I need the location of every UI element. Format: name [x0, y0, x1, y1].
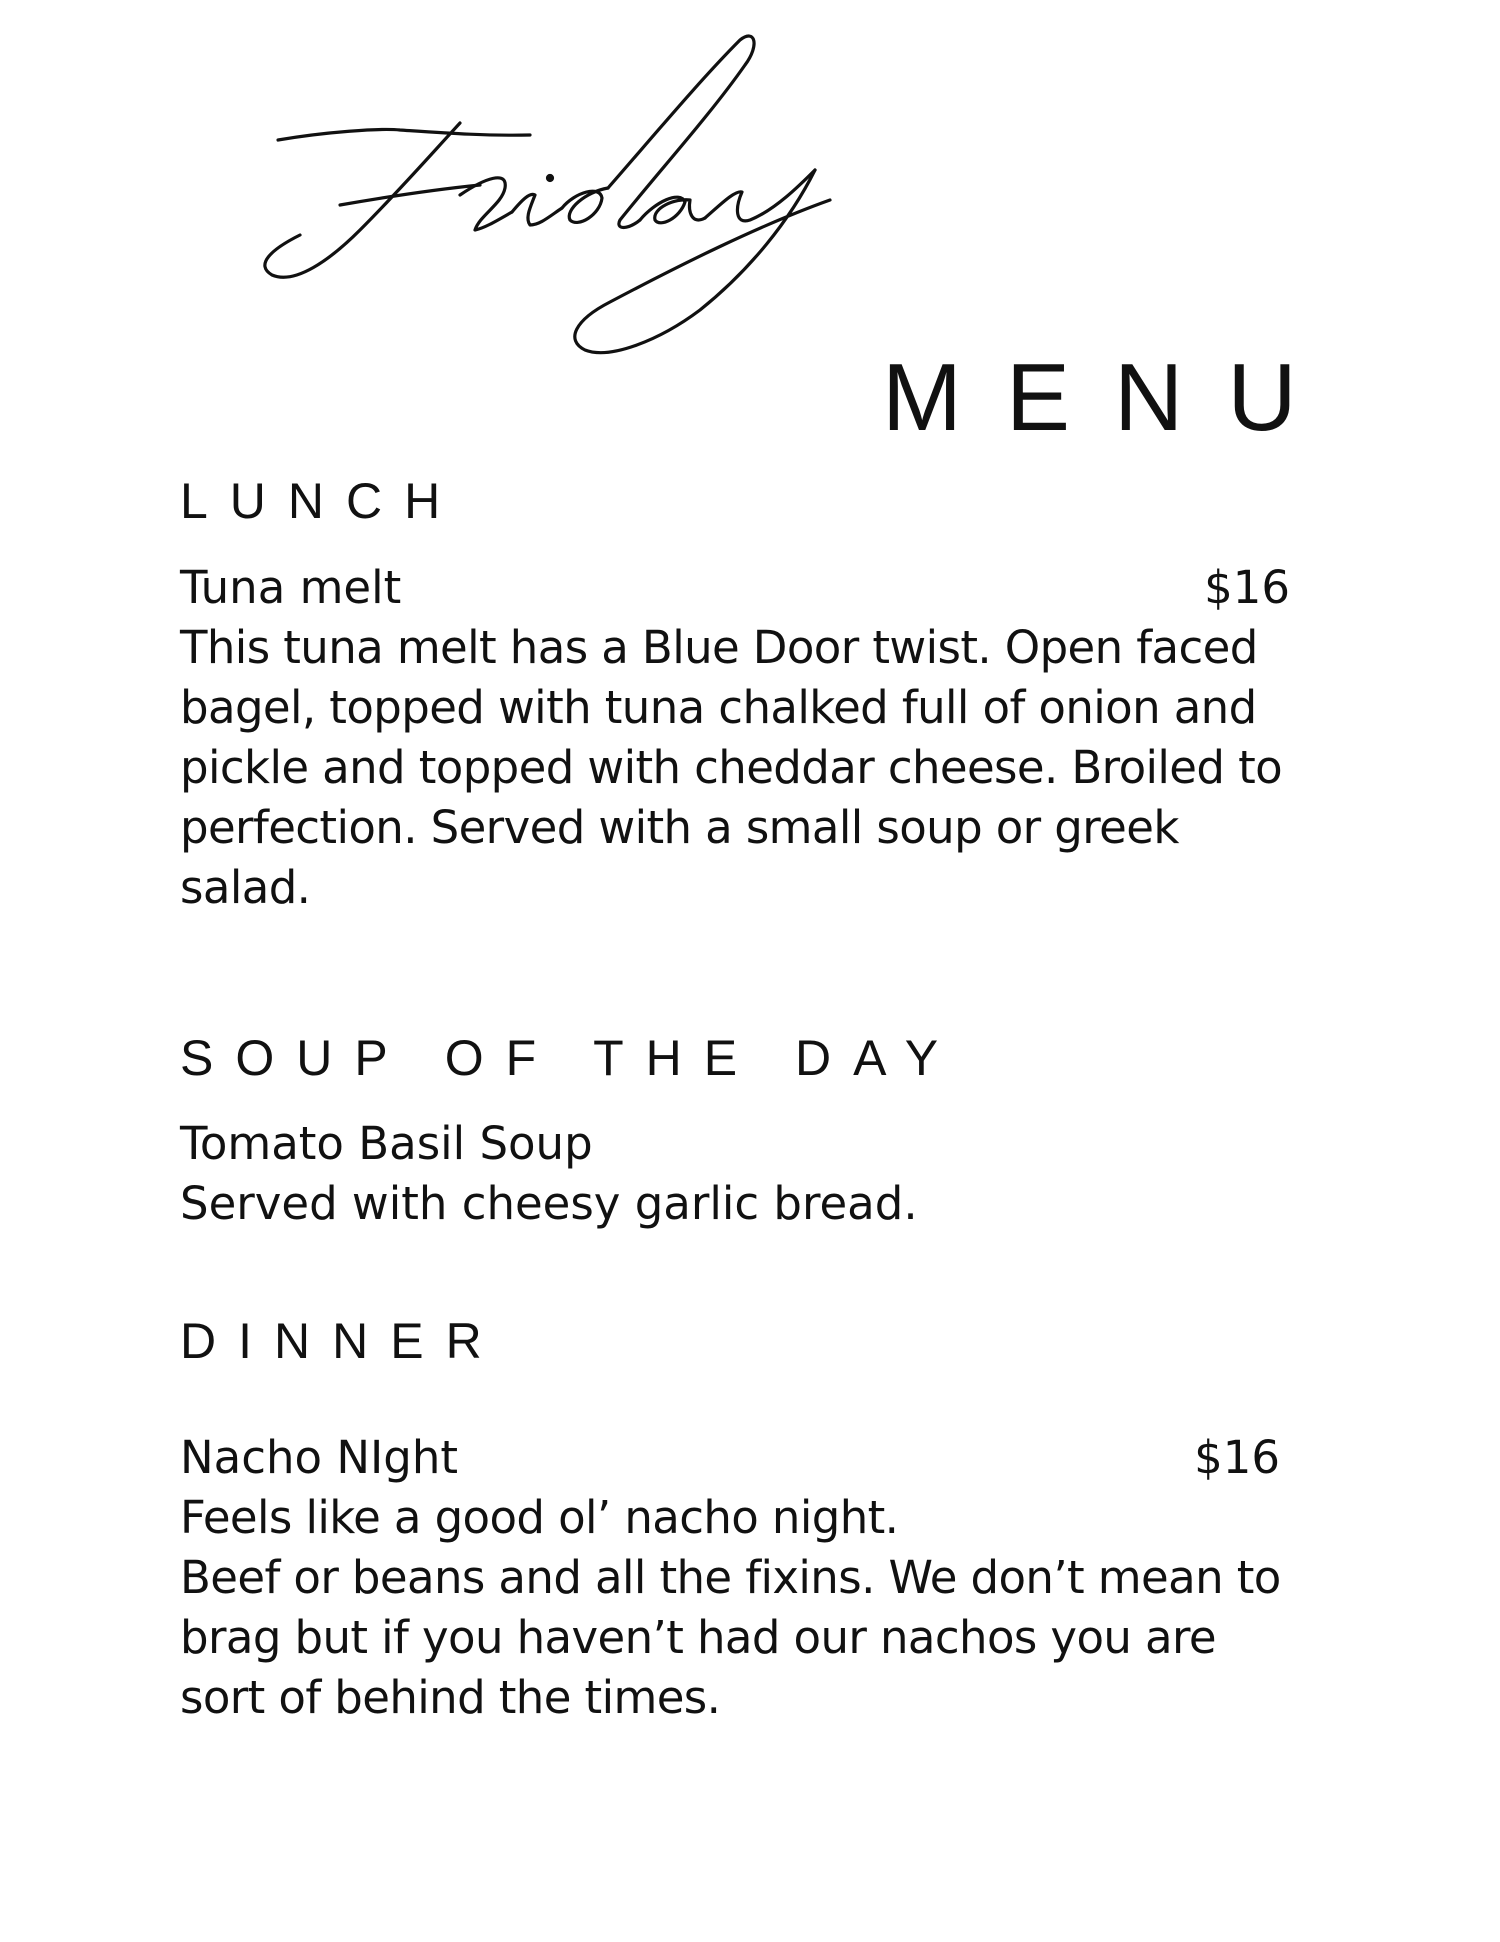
lunch-description-text: This tuna melt has a Blue Door twist. Open faced bagel, topped with tuna chalked full of onion and pickle and topped with cheddar cheese. Broiled to perfection. Served with a small soup or greek salad.: [180, 621, 1283, 914]
dinner-item-name: Nacho NIght: [180, 1431, 458, 1484]
soup-heading: SOUP OF THE DAY: [180, 1030, 961, 1086]
lunch-heading: LUNCH: [180, 473, 463, 529]
lunch-item-price: $16: [1204, 561, 1290, 614]
dinner-heading: DINNER: [180, 1313, 504, 1369]
dinner-description-line1: Feels like a good ol’ nacho night.: [180, 1491, 899, 1544]
lunch-description: [180, 618, 1300, 918]
lunch-item-name: Tuna melt: [180, 561, 402, 614]
soup-item: [180, 1114, 1300, 1234]
dinner-description-line2: Beef or beans and all the fixins. We don’t mean to brag but if you haven’t had our nachos you are sort of behind the times.: [180, 1551, 1281, 1724]
soup-description: Served with cheesy garlic bread.: [180, 1177, 918, 1230]
dinner-description: [180, 1488, 1290, 1728]
soup-item-name: Tomato Basil Soup: [180, 1117, 593, 1170]
menu-title: MENU: [882, 344, 1341, 451]
dinner-item-price: $16: [1194, 1431, 1280, 1484]
